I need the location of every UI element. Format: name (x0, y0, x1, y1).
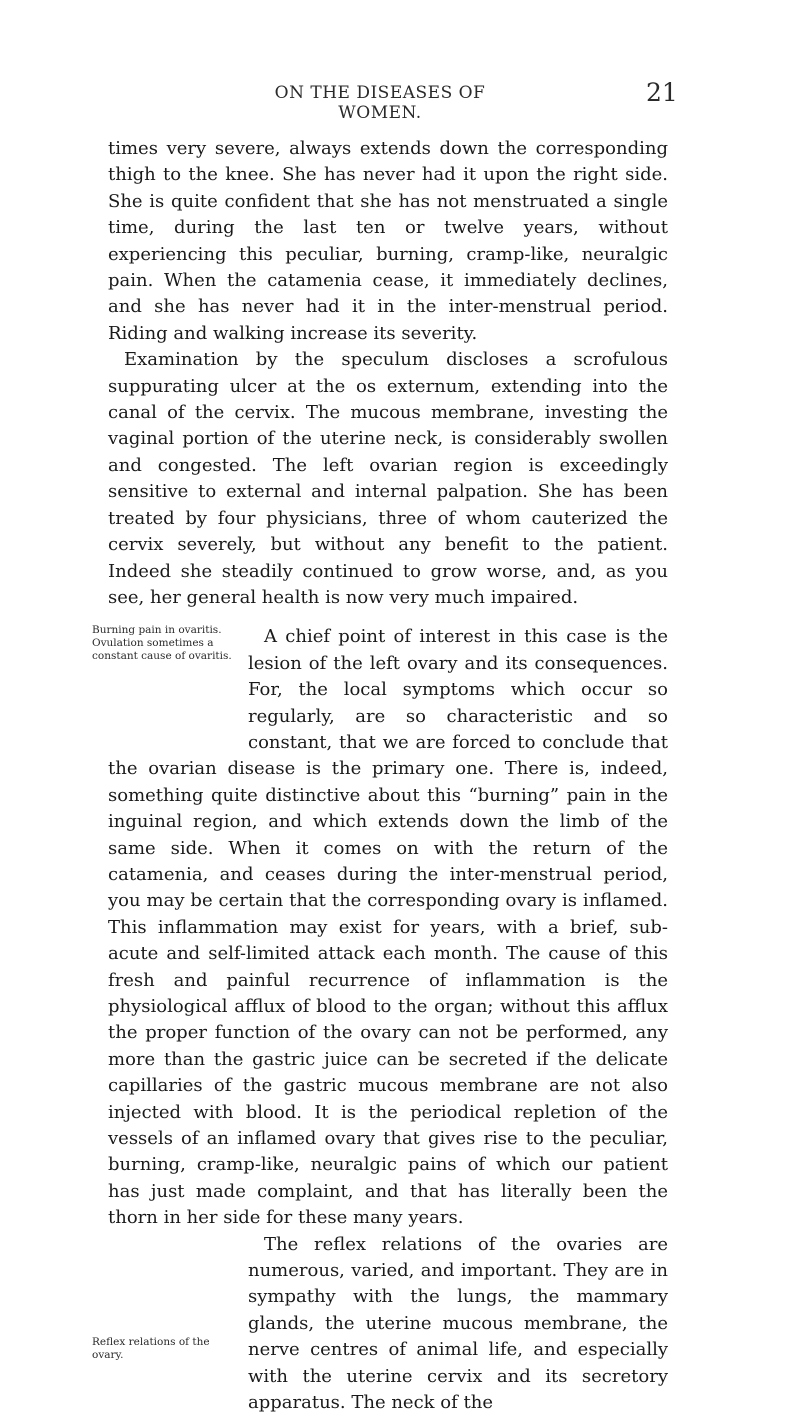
paragraph-3: A chief point of interest in this case is the lesion of the left ovary and its consequences. For, the local symptoms which occur so regularly, are so characteristic and so constant, that we are forced to conclude that the ovarian disease is the primary one. There is, indeed, something quite distinctive about this “burning” pain in the inguinal region, and which extends down the limb of the same side. When it comes on with the return of the catamenia, and ceases during the inter-menstrual period, you may be certain that the corresponding ovary is inflamed. This inflammation may exist for years, with a brief, sub-acute and self-limited attack each month. The cause of this fresh and painful recurrence of inflammation is the physiological afflux of blood to the organ; without this afflux the proper function of the ovary can not be performed, any more than the gastric juice can be secreted if the delicate capillaries of the gastric mucous membrane are not also injected with blood. It is the periodical repletion of the vessels of an inflamed ovary that gives rise to the peculiar, burning, cramp-like, neuralgic pains of which our patient has just made complaint, and that has literally been the thorn in her side for these many years. (108, 626, 668, 1229)
paragraph-4: The reflex relations of the ovaries are numerous, varied, and important. They are in sympathy with the lungs, the mammary glands, the uterine mucous membrane, the nerve centres of animal life, and especially with the uterine cervix and its secretory apparatus. The neck of the (248, 1233, 668, 1414)
page-number: 21 (646, 78, 678, 107)
margin-note-reflex-relations: Reflex relations of the ovary. (92, 1335, 210, 1361)
paragraph-2: Examination by the speculum discloses a scrofulous suppurating ulcer at the os externum, extending into the canal of the cervix. The mucous membrane, investing the vaginal portion of the uterine neck, is considerably swollen and congested. The left ovarian region is exceedingly sensitive to external and internal palpation. She has been treated by four physicians, three of whom cauterized the cervix severely, but without any benefit to the patient. Indeed she steadily continued to grow worse, and, as you see, her general health is now very much impaired. (108, 349, 668, 608)
body-text (92, 136, 668, 1417)
paragraph-1: times very severe, always extends down the corresponding thigh to the knee. She has never had it upon the right side. She is quite confident that she has not menstruated a single time, during the last ten or twelve years, without experiencing this peculiar, burning, cramp-like, neuralgic pain. When the catamenia cease, it immediately declines, and she has never had it in the inter-menstrual period. Riding and walking increase its severity. (108, 138, 668, 344)
margin-note-burning-pain: Burning pain in ovaritis. Ovulation sometimes a constant cause of ovaritis. (92, 624, 232, 663)
running-head: ON THE DISEASES OF WOMEN. (274, 83, 486, 123)
